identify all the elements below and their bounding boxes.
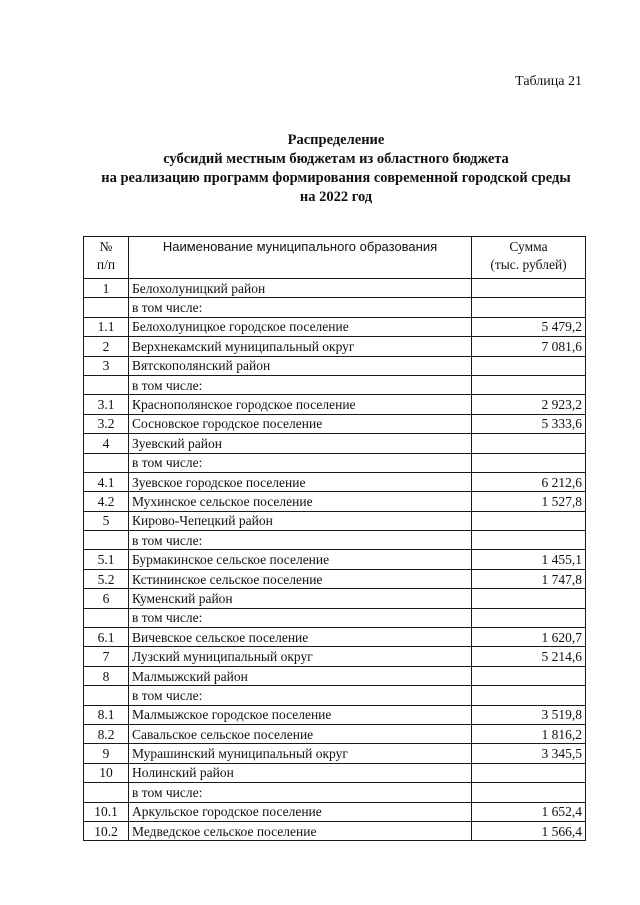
row-sum: 1 816,2 bbox=[472, 724, 586, 743]
row-name: Белохолуницкий район bbox=[129, 279, 472, 298]
table-row bbox=[84, 279, 586, 298]
row-sum: 3 345,5 bbox=[472, 744, 586, 763]
row-name: в том числе: bbox=[129, 298, 472, 317]
row-name: Мурашинский муниципальный округ bbox=[129, 744, 472, 763]
row-name: Куменский район bbox=[129, 589, 472, 608]
row-number: 9 bbox=[84, 744, 129, 763]
row-name: Вятскополянский район bbox=[129, 356, 472, 375]
row-number: 5.1 bbox=[84, 550, 129, 569]
row-sum: 1 455,1 bbox=[472, 550, 586, 569]
row-number: 3 bbox=[84, 356, 129, 375]
table-row bbox=[84, 821, 586, 840]
table-row bbox=[84, 531, 586, 550]
row-number: 8.2 bbox=[84, 724, 129, 743]
table-number-label: Таблица 21 bbox=[515, 74, 582, 89]
subsidy-table bbox=[83, 236, 586, 841]
row-number bbox=[84, 298, 129, 317]
row-name: в том числе: bbox=[129, 531, 472, 550]
table-row bbox=[84, 763, 586, 782]
row-number: 4 bbox=[84, 434, 129, 453]
row-number: 1.1 bbox=[84, 317, 129, 336]
heading-line-4: на 2022 год bbox=[299, 189, 373, 205]
row-number: 3.1 bbox=[84, 395, 129, 414]
row-number: 10 bbox=[84, 763, 129, 782]
row-number: 8.1 bbox=[84, 705, 129, 724]
table-row bbox=[84, 298, 586, 317]
row-sum: 7 081,6 bbox=[472, 337, 586, 356]
row-name: Кирово-Чепецкий район bbox=[129, 511, 472, 530]
row-name: в том числе: bbox=[129, 453, 472, 472]
row-number bbox=[84, 608, 129, 627]
row-sum: 2 923,2 bbox=[472, 395, 586, 414]
row-sum: 5 333,6 bbox=[472, 414, 586, 433]
row-sum bbox=[472, 375, 586, 394]
table-row bbox=[84, 453, 586, 472]
header-number-line2: п/п bbox=[96, 257, 116, 272]
table-row bbox=[84, 569, 586, 588]
row-number: 8 bbox=[84, 666, 129, 685]
table-row bbox=[84, 511, 586, 530]
row-number: 6.1 bbox=[84, 628, 129, 647]
row-number bbox=[84, 686, 129, 705]
row-number: 1 bbox=[84, 279, 129, 298]
row-name: Медведское сельское поселение bbox=[129, 821, 472, 840]
row-sum bbox=[472, 434, 586, 453]
row-name: Нолинский район bbox=[129, 763, 472, 782]
row-name: Лузский муниципальный округ bbox=[129, 647, 472, 666]
row-name: Мухинское сельское поселение bbox=[129, 492, 472, 511]
row-name: Малмыжское городское поселение bbox=[129, 705, 472, 724]
row-name: Верхнекамский муниципальный округ bbox=[129, 337, 472, 356]
row-sum bbox=[472, 763, 586, 782]
row-sum bbox=[472, 356, 586, 375]
table-row bbox=[84, 395, 586, 414]
heading-line-2: субсидий местным бюджетам из областного бюджета bbox=[163, 151, 509, 167]
table-row bbox=[84, 550, 586, 569]
row-sum bbox=[472, 511, 586, 530]
row-sum: 1 566,4 bbox=[472, 821, 586, 840]
table-row bbox=[84, 434, 586, 453]
table-row bbox=[84, 783, 586, 802]
row-sum: 6 212,6 bbox=[472, 472, 586, 491]
row-number: 10.2 bbox=[84, 821, 129, 840]
table-row bbox=[84, 492, 586, 511]
row-sum bbox=[472, 279, 586, 298]
table-row bbox=[84, 414, 586, 433]
header-sum bbox=[472, 237, 586, 279]
table-row bbox=[84, 666, 586, 685]
row-name: Аркульское городское поселение bbox=[129, 802, 472, 821]
row-sum: 5 214,6 bbox=[472, 647, 586, 666]
row-name: Сосновское городское поселение bbox=[129, 414, 472, 433]
header-number bbox=[84, 237, 129, 279]
table-header-row bbox=[84, 237, 586, 279]
row-name: Вичевское сельское поселение bbox=[129, 628, 472, 647]
table-row bbox=[84, 628, 586, 647]
table-row bbox=[84, 705, 586, 724]
table-row bbox=[84, 472, 586, 491]
row-sum: 1 527,8 bbox=[472, 492, 586, 511]
row-name: Малмыжский район bbox=[129, 666, 472, 685]
table-row bbox=[84, 647, 586, 666]
row-sum bbox=[472, 783, 586, 802]
row-number: 4.2 bbox=[84, 492, 129, 511]
row-name: Краснополянское городское поселение bbox=[129, 395, 472, 414]
row-name: Зуевское городское поселение bbox=[129, 472, 472, 491]
row-number bbox=[84, 453, 129, 472]
row-number: 5 bbox=[84, 511, 129, 530]
header-number-line1: № bbox=[99, 239, 113, 254]
row-name: в том числе: bbox=[129, 375, 472, 394]
header-name: Наименование муниципального образования bbox=[129, 237, 472, 279]
heading-line-3: на реализацию программ формирования современной городской среды bbox=[101, 170, 571, 186]
table-row bbox=[84, 744, 586, 763]
row-sum: 1 747,8 bbox=[472, 569, 586, 588]
row-name: в том числе: bbox=[129, 686, 472, 705]
table-row bbox=[84, 589, 586, 608]
row-sum bbox=[472, 453, 586, 472]
row-number: 7 bbox=[84, 647, 129, 666]
row-name: Савальское сельское поселение bbox=[129, 724, 472, 743]
row-number bbox=[84, 375, 129, 394]
row-sum bbox=[472, 298, 586, 317]
row-number: 10.1 bbox=[84, 802, 129, 821]
row-sum bbox=[472, 666, 586, 685]
row-name: в том числе: bbox=[129, 783, 472, 802]
row-sum bbox=[472, 589, 586, 608]
row-number: 6 bbox=[84, 589, 129, 608]
row-sum bbox=[472, 686, 586, 705]
row-name: Зуевский район bbox=[129, 434, 472, 453]
row-sum bbox=[472, 608, 586, 627]
heading-line-1: Распределение bbox=[287, 132, 385, 148]
document-heading bbox=[0, 131, 640, 207]
row-sum: 5 479,2 bbox=[472, 317, 586, 336]
table-row bbox=[84, 337, 586, 356]
row-sum bbox=[472, 531, 586, 550]
table-row bbox=[84, 317, 586, 336]
row-sum: 1 652,4 bbox=[472, 802, 586, 821]
row-number: 3.2 bbox=[84, 414, 129, 433]
table-row bbox=[84, 375, 586, 394]
row-number: 5.2 bbox=[84, 569, 129, 588]
table-row bbox=[84, 356, 586, 375]
row-name: Белохолуницкое городское поселение bbox=[129, 317, 472, 336]
row-name: в том числе: bbox=[129, 608, 472, 627]
row-sum: 3 519,8 bbox=[472, 705, 586, 724]
table-row bbox=[84, 686, 586, 705]
row-name: Бурмакинское сельское поселение bbox=[129, 550, 472, 569]
header-sum-line2: (тыс. рублей) bbox=[490, 257, 567, 272]
row-sum: 1 620,7 bbox=[472, 628, 586, 647]
table-row bbox=[84, 724, 586, 743]
row-number bbox=[84, 531, 129, 550]
row-number bbox=[84, 783, 129, 802]
header-sum-line1: Сумма bbox=[509, 239, 548, 254]
row-name: Кстининское сельское поселение bbox=[129, 569, 472, 588]
row-number: 2 bbox=[84, 337, 129, 356]
table-row bbox=[84, 802, 586, 821]
table-row bbox=[84, 608, 586, 627]
row-number: 4.1 bbox=[84, 472, 129, 491]
